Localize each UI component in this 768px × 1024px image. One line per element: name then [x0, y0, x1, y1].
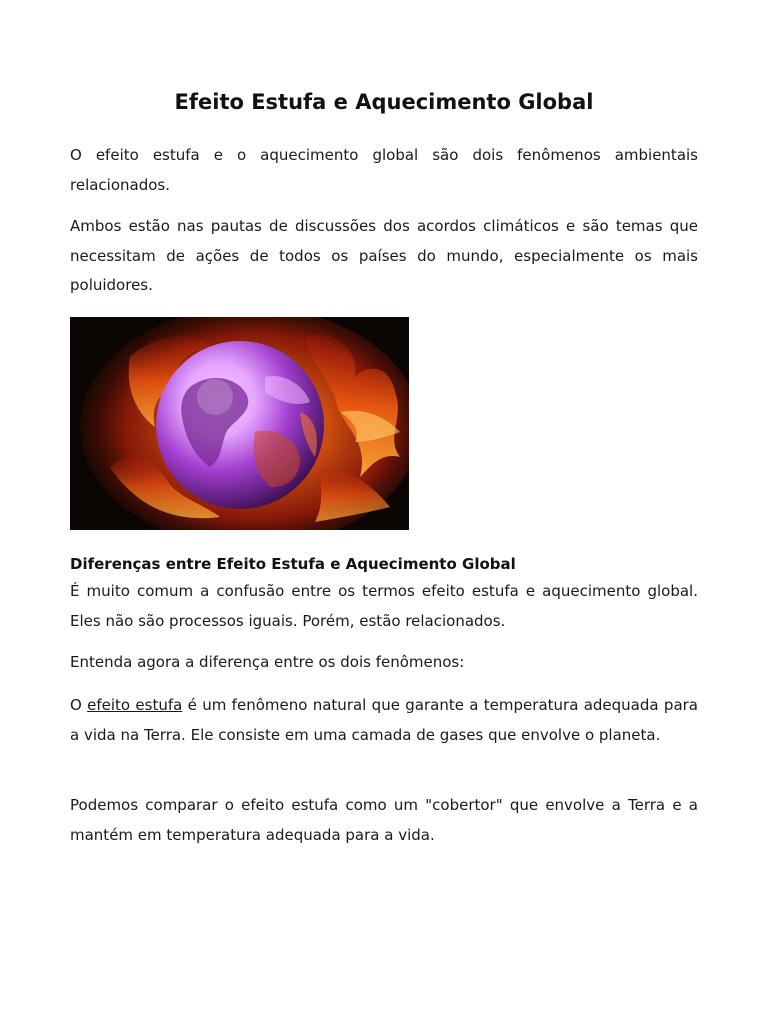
greenhouse-effect-link[interactable]: efeito estufa [87, 696, 183, 714]
page-title: Efeito Estufa e Aquecimento Global [174, 90, 594, 114]
burning-earth-image [70, 317, 409, 530]
intro-paragraph: O efeito estufa e o aquecimento global são dois fenômenos ambientais relacionados. [70, 146, 698, 194]
confusion-paragraph: É muito comum a confusão entre os termos efeito estufa e aquecimento global. Eles não são processos iguais. Porém, estão relacionados. [70, 582, 698, 630]
section-heading: Diferenças entre Efeito Estufa e Aquecimento Global [70, 555, 516, 573]
blanket-comparison-paragraph: Podemos comparar o efeito estufa como um "cobertor" que envolve a Terra e a mantém em temperatura adequada para a vida. [70, 796, 698, 844]
greenhouse-definition-paragraph [70, 691, 698, 750]
agreements-paragraph: Ambos estão nas pautas de discussões dos acordos climáticos e são temas que necessitam de ações de todos os países do mundo, especialmente os mais poluidores. [70, 217, 698, 294]
difference-intro-paragraph: Entenda agora a diferença entre os dois fenômenos: [70, 653, 465, 671]
greenhouse-suffix: é um fenômeno natural que garante a temperatura adequada para a vida na Terra. Ele consiste em uma camada de gases que envolve o planeta. [70, 696, 698, 744]
greenhouse-prefix: O [70, 696, 88, 714]
